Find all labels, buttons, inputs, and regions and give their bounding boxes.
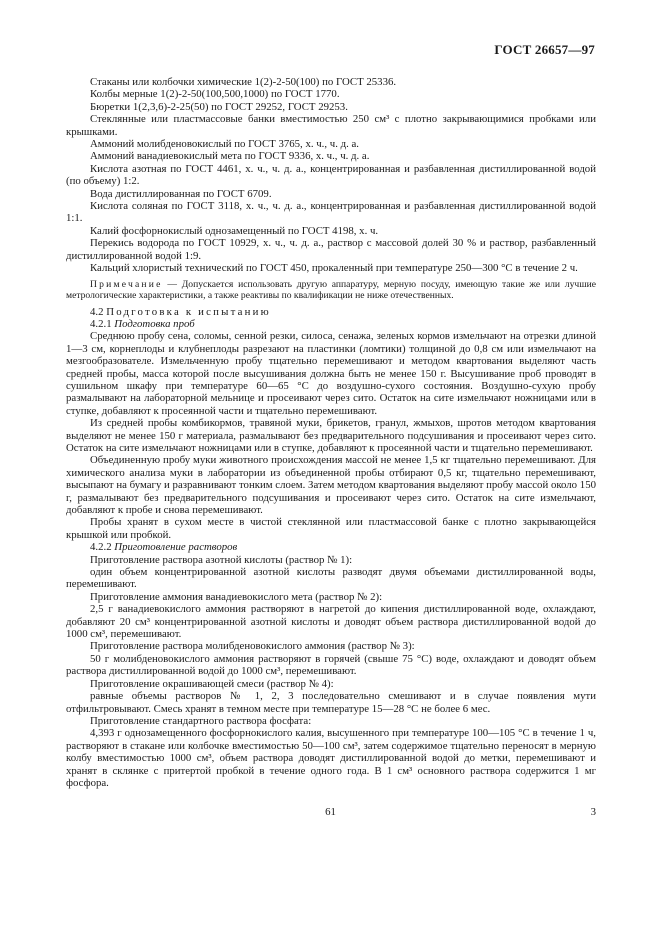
paragraph: Приготовление аммония ванадиевокислого мета (раствор № 2):	[90, 590, 383, 603]
paragraph: Объединенную пробу муки животного происхождения массой не менее 1,5 кг тщательно перемешивают. Для химического анализа муки в лаборатории из объединенной пробы отбирают 0,5 кг, тщательно перемешивают, высыпают на бумагу и разравнивают тонким слоем. Затем методом квартования выделяют пробу массой около 150 г, размалывают без предварительного подсушивания и просеивают через сито. Остаток на сите измельчают, добавляют к пробе и снова перемешивают.	[66, 454, 596, 516]
paragraph: Приготовление раствора молибденовокислого аммония (раствор № 3):	[90, 640, 415, 653]
paragraph: Аммоний ванадиевокислый мета по ГОСТ 9336, х. ч., ч. д. а.	[90, 150, 370, 163]
paragraph: Кислота азотная по ГОСТ 4461, х. ч., ч. д. а., концентрированная и разбавленная дистиллированной водой (по объему) 1:2.	[66, 162, 596, 188]
paragraph: 4,393 г однозамещенного фосфорнокислого калия, высушенного при температуре 100—105 °С в течение 1 ч, растворяют в стакане или колбочке вместимостью 50—100 см³, затем содержимое тщательно переносят в мерную колбу вместимостью 1000 см³, объем раствора доводят дистиллированной водой до метки, перемешивают и хранят в склянке с притертой пробкой в течение одного года. В 1 см³ основного раствора содержится 1 мг фосфора.	[66, 727, 596, 789]
paragraph: Пробы хранят в сухом месте в чистой стеклянной или пластмассовой банке с плотно закрывающейся крышкой или пробкой.	[66, 516, 596, 541]
section-heading-4-2-2	[66, 541, 596, 553]
paragraph: Колбы мерные 1(2)-2-50(100,500,1000) по ГОСТ 1770.	[90, 88, 340, 101]
paragraph: Кальций хлористый технический по ГОСТ 450, прокаленный при температуре 250—300 °С в течение 2 ч.	[90, 262, 578, 275]
note	[66, 279, 596, 301]
paragraph: Вода дистиллированная по ГОСТ 6709.	[90, 187, 272, 200]
note-text: — Допускается использовать другую аппаратуру, мерную посуду, имеющую такие же или лучшие метрологические характеристики, а также реактивы по квалификации не ниже отечественных.	[66, 278, 596, 301]
paragraph: Перекись водорода по ГОСТ 10929, х. ч., ч. д. а., раствор с массовой долей 30 % и раствор, разбавленный дистиллированной водой 1:9.	[66, 237, 596, 262]
paragraph: 2,5 г ванадиевокислого аммония растворяют в нагретой до кипения дистиллированной воде, охлаждают, добавляют 20 см³ концентрированной азотной кислоты и доводят объем раствора дистиллированной водой до 1000 см³, перемешивают.	[66, 603, 596, 641]
page-number: 3	[590, 806, 596, 818]
section-number: 4.2.1	[90, 317, 115, 330]
note-label: Примечание	[90, 278, 163, 290]
doc-code: ГОСТ 26657—97	[494, 42, 595, 57]
paragraph: Кислота соляная по ГОСТ 3118, х. ч., ч. д. а., концентрированная и разбавленная дистиллированной водой 1:1.	[66, 200, 596, 225]
section-title: Приготовление растворов	[114, 541, 238, 554]
paragraph: 50 г молибденовокислого аммония растворяют в горячей (свыше 75 °С) воде, охлаждают и доводят объем раствора дистиллированной водой до 1000 см³, перемешивают.	[66, 652, 596, 678]
section-number: 4.2.2	[90, 541, 115, 554]
section-title: Подготовка проб	[114, 317, 195, 330]
paragraph: один объем концентрированной азотной кислоты разводят двумя объемами дистиллированной воды, перемешивают.	[66, 566, 596, 591]
section-number: 4.2	[90, 305, 107, 318]
document-body	[66, 76, 596, 789]
paragraph: Калий фосфорнокислый однозамещенный по ГОСТ 4198, х. ч.	[90, 224, 379, 237]
paragraph: Из средней пробы комбикормов, травяной муки, брикетов, гранул, жмыхов, шротов методом квартования выделяют не менее 150 г материала, размалывают без предварительного подсушивания и просеивают через сито. Остаток на сите измельчают ножницами или в ступке, добавляют к просеянной части и тщательно перемешивают.	[66, 417, 596, 454]
paragraph: Бюретки 1(2,3,6)-2-25(50) по ГОСТ 29252, ГОСТ 29253.	[90, 100, 348, 113]
section-heading-4-2	[66, 306, 596, 318]
paragraph: Стеклянные или пластмассовые банки вместимостью 250 см³ с плотно закрывающимися пробками или крышками.	[66, 113, 596, 138]
section-heading-4-2-1	[66, 318, 596, 330]
paragraph: Стаканы или колбочки химические 1(2)-2-50(100) по ГОСТ 25336.	[90, 76, 397, 88]
footer-center-number: 61	[325, 806, 336, 818]
section-title: Подготовка к испытанию	[106, 305, 271, 318]
paragraph: Приготовление окрашивающей смеси (раствор № 4):	[90, 677, 334, 690]
paragraph: Приготовление стандартного раствора фосфата:	[90, 714, 312, 727]
paragraph: Среднюю пробу сена, соломы, сенной резки, силоса, сенажа, зеленых кормов измельчают на отрезки длиной 1—3 см, корнеплоды и клубнеплоды разрезают на пластинки (ломтики) толщиной до 0,8 см или измельчают на мезгообразователе. Измельченную пробу тщательно перемешивают и методом квартования выделяют часть средней пробы, масса которой после высушивания должна быть не менее 150 г. Высушивание проб проводят в сушильном шкафу при температуре 60—65 °С до воздушно-сухого состояния. Воздушно-сухую пробу размалывают на лабораторной мельнице и просеивают через сито. Остаток на сите измельчают ножницами или в ступке, добавляют к просеянной части и тщательно перемешивают.	[66, 330, 596, 417]
paragraph: Приготовление раствора азотной кислоты (раствор № 1):	[90, 553, 353, 566]
paragraph: Аммоний молибденовокислый по ГОСТ 3765, х. ч., ч. д. а.	[90, 138, 359, 151]
paragraph: равные объемы растворов № 1, 2, 3 последовательно смешивают и в случае появления мути отфильтровывают. Смесь хранят в темном месте при температуре 15—28 °С не более 6 мес.	[66, 690, 596, 715]
